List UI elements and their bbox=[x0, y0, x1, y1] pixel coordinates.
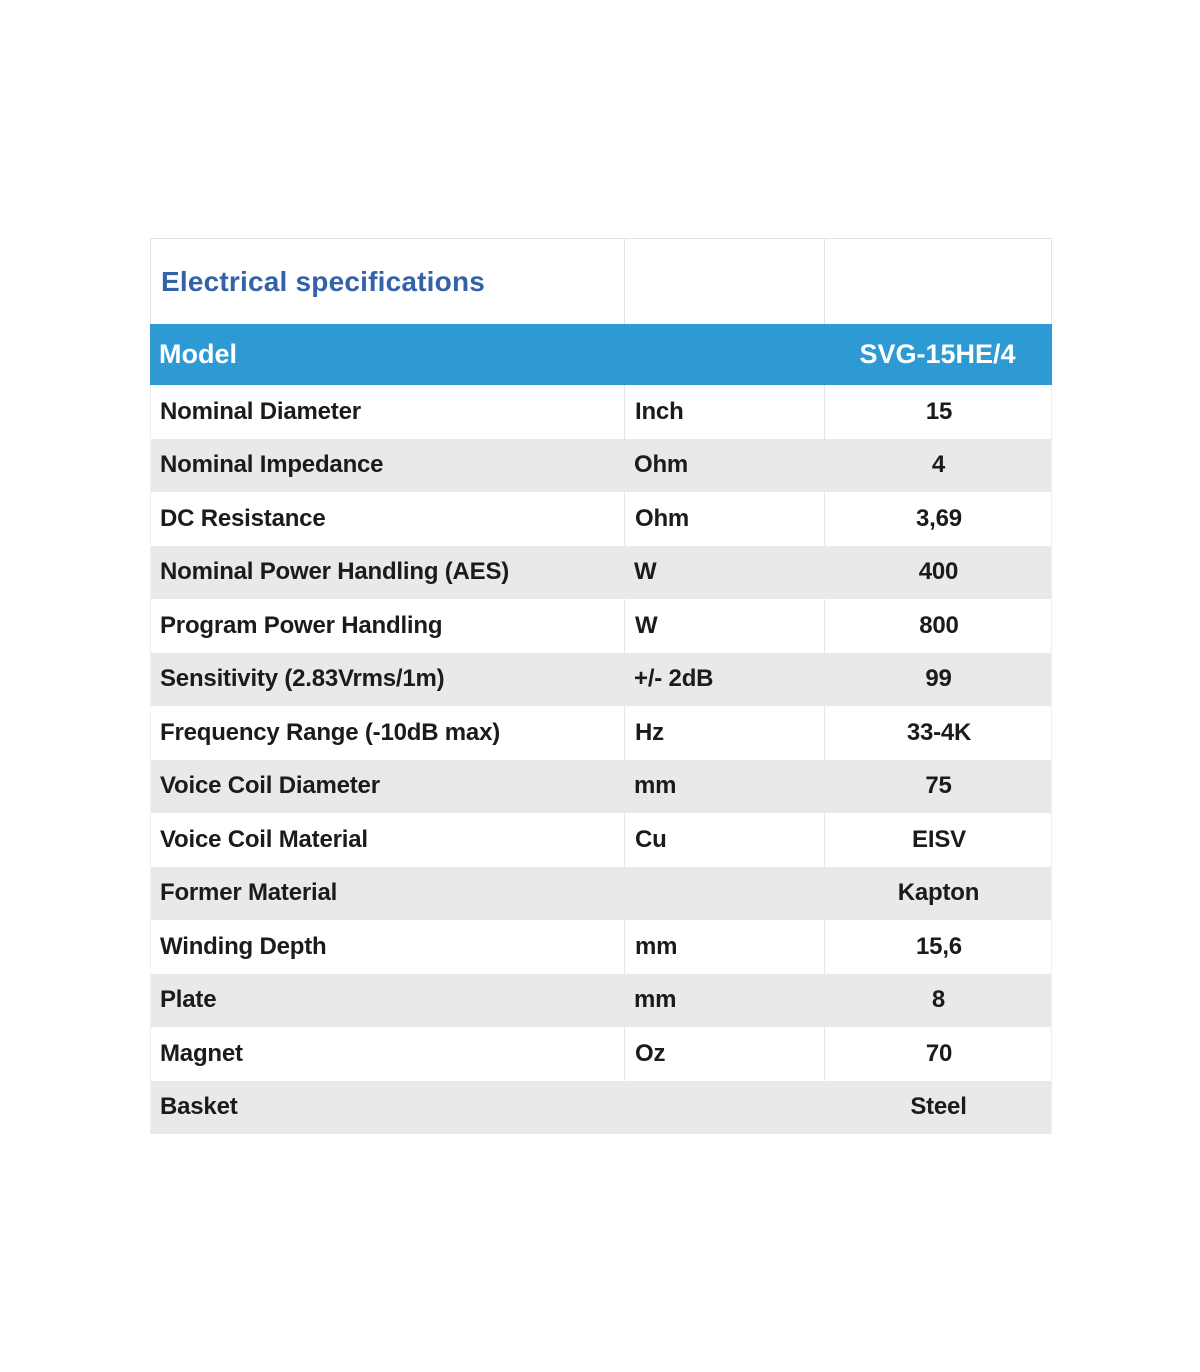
spec-row-voice-coil-diameter bbox=[151, 760, 1051, 814]
spec-unit: Cu bbox=[624, 813, 824, 867]
spec-label: Plate bbox=[160, 986, 217, 1014]
model-value: SVG-15HE/4 bbox=[859, 339, 1016, 369]
header-title-cell bbox=[151, 239, 624, 324]
spec-label: Nominal Impedance bbox=[160, 451, 384, 479]
header-empty-cell-unit bbox=[624, 239, 824, 324]
spec-label: Sensitivity (2.83Vrms/1m) bbox=[160, 665, 445, 693]
spec-value: 15,6 bbox=[824, 920, 1053, 974]
spec-label: Basket bbox=[160, 1093, 238, 1121]
spec-value: Kapton bbox=[897, 879, 980, 907]
spec-row-plate bbox=[151, 974, 1051, 1028]
spec-unit: Oz bbox=[624, 1027, 824, 1081]
spec-label: Magnet bbox=[160, 1039, 243, 1067]
table-title: Electrical specifications bbox=[161, 265, 486, 297]
spec-row-nominal-diameter bbox=[151, 385, 1051, 439]
spec-value: 400 bbox=[918, 558, 959, 586]
model-row bbox=[150, 324, 1052, 385]
spec-label: Nominal Power Handling (AES) bbox=[160, 558, 510, 586]
spec-label: Nominal Diameter bbox=[160, 397, 361, 425]
spec-rows bbox=[150, 385, 1052, 1134]
spec-row-magnet bbox=[151, 1027, 1051, 1081]
spec-unit: Hz bbox=[624, 706, 824, 760]
spec-unit: Ohm bbox=[624, 492, 824, 546]
spec-row-nominal-impedance bbox=[151, 439, 1051, 493]
spec-value: 75 bbox=[925, 772, 952, 800]
spec-label: Winding Depth bbox=[160, 932, 327, 960]
spec-value: 33-4K bbox=[824, 706, 1053, 760]
spec-row-former-material bbox=[151, 867, 1051, 921]
spec-unit: mm bbox=[624, 920, 824, 974]
table-header-row bbox=[150, 238, 1052, 324]
spec-unit: mm bbox=[634, 986, 677, 1014]
spec-label: Former Material bbox=[160, 879, 338, 907]
spec-row-nominal-power-handling bbox=[151, 546, 1051, 600]
model-label: Model bbox=[159, 339, 237, 369]
header-empty-cell-value bbox=[824, 239, 1053, 324]
spec-value: EISV bbox=[824, 813, 1053, 867]
spec-row-basket bbox=[151, 1081, 1051, 1135]
spec-unit bbox=[624, 1081, 824, 1135]
spec-value: 3,69 bbox=[824, 492, 1053, 546]
spec-label: Voice Coil Material bbox=[160, 825, 368, 853]
electrical-specifications-table bbox=[150, 238, 1052, 1134]
spec-label: Program Power Handling bbox=[160, 611, 443, 639]
spec-row-voice-coil-material bbox=[151, 813, 1051, 867]
spec-unit: mm bbox=[634, 772, 677, 800]
spec-unit: Inch bbox=[624, 385, 824, 439]
spec-label: Voice Coil Diameter bbox=[160, 772, 380, 800]
spec-row-program-power-handling bbox=[151, 599, 1051, 653]
spec-unit: +/- 2dB bbox=[634, 665, 714, 693]
model-empty-cell bbox=[623, 324, 823, 385]
spec-value: 8 bbox=[931, 986, 946, 1014]
spec-value: 99 bbox=[925, 665, 952, 693]
spec-row-sensitivity bbox=[151, 653, 1051, 707]
spec-unit: W bbox=[624, 599, 824, 653]
spec-value: 15 bbox=[824, 385, 1053, 439]
spec-value: 4 bbox=[931, 451, 946, 479]
spec-label: Frequency Range (-10dB max) bbox=[160, 718, 501, 746]
spec-unit bbox=[624, 867, 824, 921]
spec-unit: Ohm bbox=[634, 451, 689, 479]
spec-value: Steel bbox=[910, 1093, 967, 1121]
spec-row-dc-resistance bbox=[151, 492, 1051, 546]
spec-row-frequency-range bbox=[151, 706, 1051, 760]
spec-unit: W bbox=[634, 558, 657, 586]
spec-value: 70 bbox=[824, 1027, 1053, 1081]
spec-row-winding-depth bbox=[151, 920, 1051, 974]
spec-label: DC Resistance bbox=[160, 504, 326, 532]
spec-value: 800 bbox=[824, 599, 1053, 653]
